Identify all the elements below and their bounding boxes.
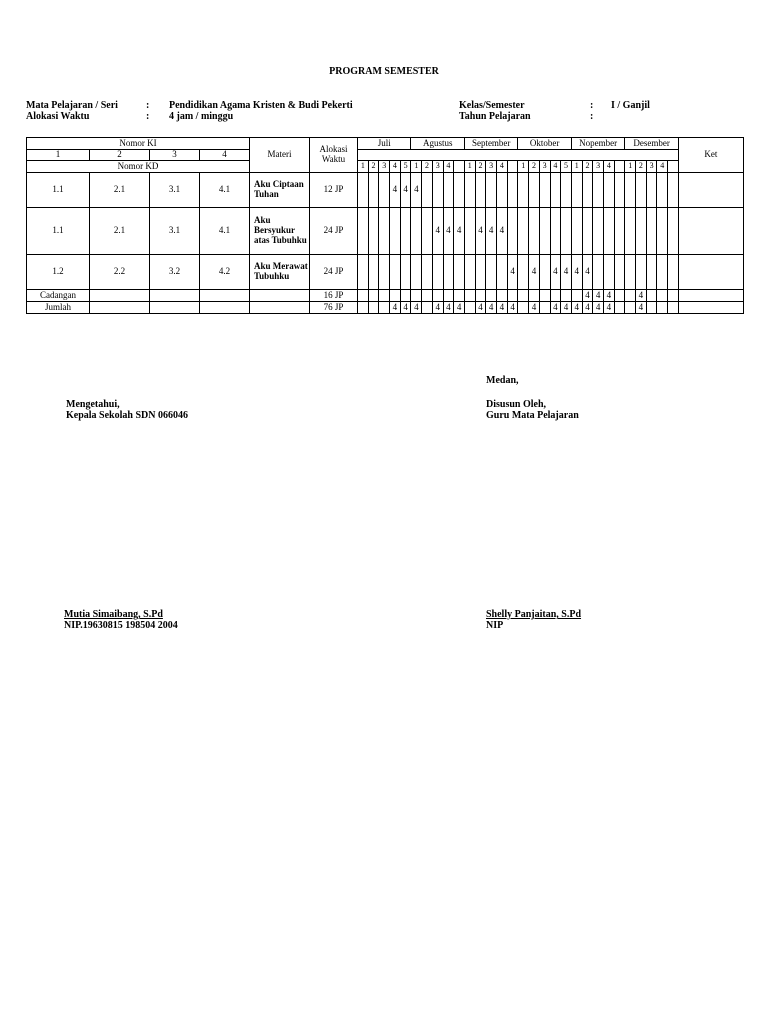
kd-cell: 4.1 (200, 208, 250, 255)
schedule-cell (454, 290, 465, 302)
schedule-cell (443, 173, 454, 208)
principal-name: Mutia Simaibang, S.Pd (64, 609, 163, 620)
schedule-cell (390, 255, 401, 290)
schedule-cell (657, 255, 668, 290)
kd-cell: 4.1 (200, 173, 250, 208)
schedule-cell: 4 (497, 302, 508, 314)
schedule-cell: 4 (454, 302, 465, 314)
schedule-cell (400, 255, 411, 290)
cadangan-label: Cadangan (27, 290, 90, 302)
schedule-cell (411, 290, 422, 302)
schedule-cell: 4 (603, 302, 614, 314)
month-desember: Desember (625, 138, 679, 150)
week-number: 4 (497, 161, 508, 173)
schedule-cell (497, 290, 508, 302)
schedule-cell: 4 (497, 208, 508, 255)
ki-number: 4 (200, 150, 250, 161)
schedule-cell (507, 173, 518, 208)
schedule-cell: 4 (411, 173, 422, 208)
schedule-cell (571, 208, 582, 255)
kd-cell: 3.1 (150, 173, 200, 208)
subject-value: Pendidikan Agama Kristen & Budi Pekerti (169, 100, 353, 111)
schedule-cell (636, 208, 647, 255)
schedule-cell (486, 255, 497, 290)
empty-cell (250, 290, 310, 302)
schedule-cell: 4 (486, 302, 497, 314)
schedule-cell: 4 (432, 208, 443, 255)
week-number (668, 161, 679, 173)
alokasi-cell: 24 JP (310, 208, 358, 255)
schedule-cell (358, 290, 369, 302)
schedule-cell (668, 302, 679, 314)
empty-cell (150, 302, 200, 314)
week-number: 4 (390, 161, 401, 173)
month-september: September (464, 138, 517, 150)
schedule-cell (379, 302, 390, 314)
class-semester-sep: : (590, 100, 594, 111)
schedule-cell: 4 (582, 290, 593, 302)
schedule-cell (614, 302, 625, 314)
nomor-ki-header: Nomor KI (27, 138, 250, 150)
week-number: 4 (657, 161, 668, 173)
teacher-name: Shelly Panjaitan, S.Pd (486, 609, 582, 620)
week-number: 2 (475, 161, 486, 173)
schedule-cell: 4 (571, 255, 582, 290)
schedule-cell: 4 (636, 302, 647, 314)
empty-cell (90, 290, 150, 302)
schedule-cell (625, 208, 636, 255)
schedule-cell: 4 (507, 255, 518, 290)
schedule-cell (603, 208, 614, 255)
schedule-cell (400, 290, 411, 302)
month-oktober: Oktober (518, 138, 571, 150)
schedule-cell (518, 173, 529, 208)
schedule-cell (636, 255, 647, 290)
schedule-cell (475, 290, 486, 302)
empty-cell (90, 302, 150, 314)
jumlah-label: Jumlah (27, 302, 90, 314)
schedule-cell (390, 208, 401, 255)
prepared-by-label: Disusun Oleh, (486, 399, 547, 410)
kd-cell: 2.2 (90, 255, 150, 290)
week-number: 2 (368, 161, 379, 173)
schedule-cell (518, 290, 529, 302)
schedule-cell (379, 173, 390, 208)
week-number: 3 (539, 161, 550, 173)
schedule-cell (550, 290, 561, 302)
schedule-cell: 4 (400, 302, 411, 314)
schedule-cell (368, 302, 379, 314)
materi-cell: Aku Merawat Tubuhku (250, 255, 310, 290)
schedule-cell (646, 290, 657, 302)
schedule-cell: 4 (550, 302, 561, 314)
school-year-sep: : (590, 111, 594, 122)
schedule-cell (358, 302, 369, 314)
schedule-cell (497, 173, 508, 208)
schedule-cell: 4 (636, 290, 647, 302)
schedule-cell (657, 290, 668, 302)
schedule-cell (432, 290, 443, 302)
schedule-cell: 4 (529, 255, 540, 290)
schedule-cell (529, 290, 540, 302)
week-number: 5 (400, 161, 411, 173)
alokasi-cell: 76 JP (310, 302, 358, 314)
kd-cell: 2.1 (90, 173, 150, 208)
ket-cell (678, 302, 743, 314)
schedule-cell (411, 255, 422, 290)
schedule-cell (432, 173, 443, 208)
schedule-cell (454, 173, 465, 208)
schedule-cell (668, 290, 679, 302)
ket-cell (678, 208, 743, 255)
class-semester-value: I / Ganjil (611, 100, 650, 111)
schedule-cell (464, 208, 475, 255)
schedule-cell (411, 208, 422, 255)
week-number: 2 (422, 161, 433, 173)
teacher-nip: NIP (486, 620, 504, 631)
schedule-cell: 4 (603, 290, 614, 302)
schedule-cell: 4 (390, 302, 401, 314)
week-number (507, 161, 518, 173)
week-number: 1 (625, 161, 636, 173)
schedule-cell: 4 (475, 208, 486, 255)
week-number: 3 (593, 161, 604, 173)
schedule-cell (668, 255, 679, 290)
schedule-cell (657, 173, 668, 208)
kd-cell: 4.2 (200, 255, 250, 290)
week-number: 2 (529, 161, 540, 173)
schedule-cell (358, 173, 369, 208)
schedule-cell (358, 208, 369, 255)
empty-cell (200, 302, 250, 314)
schedule-cell (593, 208, 604, 255)
schedule-cell (443, 255, 454, 290)
schedule-cell (614, 290, 625, 302)
time-allocation-value: 4 jam / minggu (169, 111, 234, 122)
schedule-cell (539, 208, 550, 255)
ket-cell (678, 255, 743, 290)
materi-header: Materi (250, 138, 310, 173)
schedule-cell (368, 208, 379, 255)
month-juli: Juli (358, 138, 411, 150)
alokasi-cell: 12 JP (310, 173, 358, 208)
schedule-cell (550, 173, 561, 208)
schedule-cell (625, 302, 636, 314)
ket-header: Ket (678, 138, 743, 173)
schedule-cell (379, 255, 390, 290)
schedule-cell: 4 (529, 302, 540, 314)
schedule-cell (561, 208, 572, 255)
materi-cell: Aku Bersyukur atas Tubuhku (250, 208, 310, 255)
time-allocation-label: Alokasi Waktu (26, 111, 90, 122)
schedule-cell (529, 173, 540, 208)
schedule-cell: 4 (475, 302, 486, 314)
schedule-cell: 4 (593, 302, 604, 314)
schedule-cell (603, 255, 614, 290)
month-agustus: Agustus (411, 138, 464, 150)
week-number: 4 (603, 161, 614, 173)
ket-cell (678, 290, 743, 302)
schedule-cell (529, 208, 540, 255)
schedule-cell (475, 173, 486, 208)
empty-cell (200, 290, 250, 302)
schedule-cell (379, 208, 390, 255)
schedule-cell (646, 255, 657, 290)
schedule-cell (625, 255, 636, 290)
month-nopember: Nopember (571, 138, 624, 150)
week-number: 4 (443, 161, 454, 173)
schedule-cell: 4 (486, 208, 497, 255)
schedule-cell (422, 302, 433, 314)
alokasi-cell: 24 JP (310, 255, 358, 290)
page-title: PROGRAM SEMESTER (329, 66, 439, 77)
schedule-cell (561, 290, 572, 302)
schedule-cell: 4 (454, 208, 465, 255)
schedule-cell (358, 255, 369, 290)
alokasi-cell: 16 JP (310, 290, 358, 302)
schedule-cell (657, 208, 668, 255)
schedule-cell (603, 173, 614, 208)
schedule-cell: 4 (400, 173, 411, 208)
schedule-cell (518, 302, 529, 314)
week-number (454, 161, 465, 173)
schedule-cell (539, 173, 550, 208)
schedule-cell (539, 302, 550, 314)
schedule-cell (368, 255, 379, 290)
schedule-cell (507, 208, 518, 255)
week-number: 1 (518, 161, 529, 173)
schedule-cell (486, 173, 497, 208)
acknowledged-label: Mengetahui, (66, 399, 120, 410)
week-number: 3 (379, 161, 390, 173)
alokasi-header: Alokasi Waktu (310, 138, 358, 173)
schedule-cell: 4 (582, 255, 593, 290)
schedule-cell: 4 (593, 290, 604, 302)
schedule-cell (582, 173, 593, 208)
schedule-cell (464, 302, 475, 314)
schedule-cell (443, 290, 454, 302)
week-number: 3 (432, 161, 443, 173)
week-number (614, 161, 625, 173)
principal-title: Kepala Sekolah SDN 066046 (66, 410, 188, 421)
subject-sep: : (146, 100, 150, 111)
schedule-cell (464, 173, 475, 208)
schedule-cell (422, 208, 433, 255)
schedule-cell: 4 (411, 302, 422, 314)
schedule-cell (454, 255, 465, 290)
schedule-cell (561, 173, 572, 208)
schedule-cell: 4 (582, 302, 593, 314)
schedule-cell (625, 290, 636, 302)
schedule-cell (614, 208, 625, 255)
schedule-cell: 4 (432, 302, 443, 314)
schedule-cell: 4 (390, 173, 401, 208)
week-number: 1 (411, 161, 422, 173)
ki-number: 1 (27, 150, 90, 161)
schedule-cell (582, 208, 593, 255)
schedule-cell (550, 208, 561, 255)
empty-cell (250, 302, 310, 314)
ket-cell (678, 173, 743, 208)
kd-cell: 1.1 (27, 208, 90, 255)
schedule-cell (432, 255, 443, 290)
schedule-cell (475, 255, 486, 290)
schedule-cell (646, 208, 657, 255)
schedule-cell (646, 173, 657, 208)
schedule-cell (400, 208, 411, 255)
kd-cell: 2.1 (90, 208, 150, 255)
schedule-cell (668, 173, 679, 208)
schedule-cell (507, 290, 518, 302)
schedule-cell: 4 (561, 302, 572, 314)
week-number: 1 (358, 161, 369, 173)
schedule-cell: 4 (507, 302, 518, 314)
schedule-cell (593, 173, 604, 208)
schedule-cell (614, 255, 625, 290)
schedule-cell (518, 255, 529, 290)
ki-number: 2 (90, 150, 150, 161)
schedule-cell (668, 208, 679, 255)
schedule-cell (368, 173, 379, 208)
week-number: 5 (561, 161, 572, 173)
schedule-cell (368, 290, 379, 302)
schedule-cell (636, 173, 647, 208)
teacher-title: Guru Mata Pelajaran (486, 410, 579, 421)
schedule-cell (614, 173, 625, 208)
week-number: 1 (464, 161, 475, 173)
kd-cell: 1.2 (27, 255, 90, 290)
time-allocation-sep: : (146, 111, 150, 122)
school-year-label: Tahun Pelajaran (459, 111, 531, 122)
week-number: 4 (550, 161, 561, 173)
schedule-cell (486, 290, 497, 302)
materi-cell: Aku Ciptaan Tuhan (250, 173, 310, 208)
empty-cell (150, 290, 200, 302)
class-semester-label: Kelas/Semester (459, 100, 525, 111)
schedule-cell (625, 173, 636, 208)
schedule-cell (571, 173, 582, 208)
kd-cell: 3.1 (150, 208, 200, 255)
kd-cell: 1.1 (27, 173, 90, 208)
schedule-cell (593, 255, 604, 290)
nomor-kd-header: Nomor KD (27, 161, 250, 173)
ki-number: 3 (150, 150, 200, 161)
subject-label: Mata Pelajaran / Seri (26, 100, 118, 111)
schedule-cell (646, 302, 657, 314)
schedule-cell (497, 255, 508, 290)
month-spacer (358, 150, 679, 161)
schedule-cell (390, 290, 401, 302)
principal-nip: NIP.19630815 198504 2004 (64, 620, 178, 631)
kd-cell: 3.2 (150, 255, 200, 290)
schedule-cell (422, 173, 433, 208)
schedule-cell (571, 290, 582, 302)
week-number: 1 (571, 161, 582, 173)
schedule-cell (657, 302, 668, 314)
week-number: 2 (582, 161, 593, 173)
week-number: 3 (646, 161, 657, 173)
schedule-cell: 4 (443, 208, 454, 255)
schedule-cell (464, 255, 475, 290)
schedule-cell: 4 (550, 255, 561, 290)
place-date: Medan, (486, 375, 519, 386)
schedule-cell (539, 290, 550, 302)
schedule-cell (422, 290, 433, 302)
schedule-cell (539, 255, 550, 290)
week-number: 2 (636, 161, 647, 173)
schedule-cell (379, 290, 390, 302)
schedule-cell (464, 290, 475, 302)
week-number: 3 (486, 161, 497, 173)
schedule-cell: 4 (571, 302, 582, 314)
schedule-cell (422, 255, 433, 290)
schedule-cell: 4 (443, 302, 454, 314)
schedule-cell: 4 (561, 255, 572, 290)
program-table (26, 137, 744, 314)
schedule-cell (518, 208, 529, 255)
